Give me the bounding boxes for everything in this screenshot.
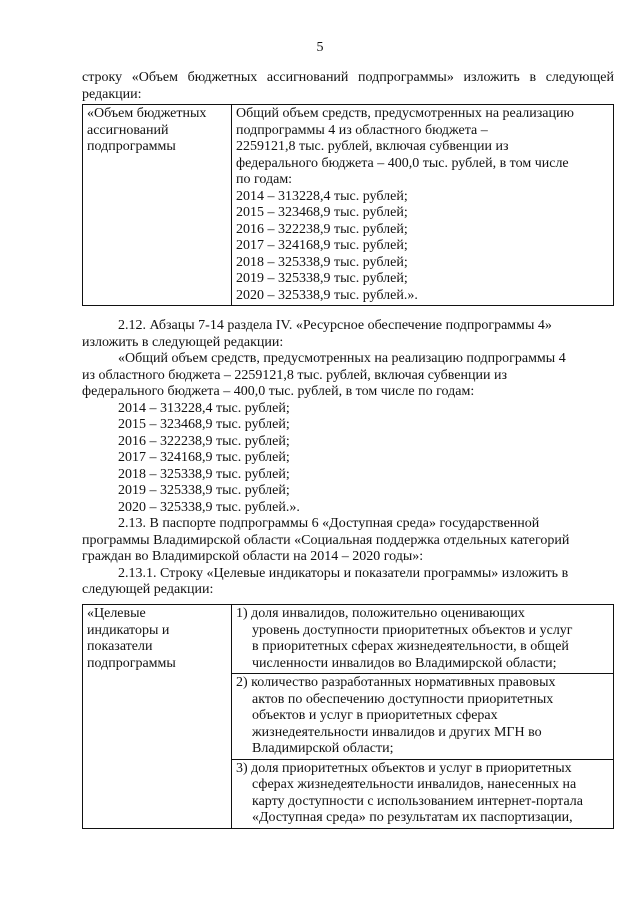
table2-left-line: индикаторы и — [87, 622, 170, 638]
year-line: 2014 – 313228,4 тыс. рублей; — [118, 400, 290, 416]
section-2-13-1-line: следующей редакции: — [82, 582, 214, 597]
indicator-line: 2) количество разработанных нормативных правовых — [236, 675, 556, 690]
table1-year-line: 2019 – 325338,9 тыс. рублей; — [236, 271, 408, 286]
year-line: 2019 – 325338,9 тыс. рублей; — [118, 483, 290, 498]
indicator-line: в приоритетных сферах жизнедеятельности, в общей — [252, 639, 569, 654]
quote-line: федерального бюджета – 400,0 тыс. рублей, в том числе по годам: — [82, 384, 475, 399]
year-line: 2020 – 325338,9 тыс. рублей.». — [118, 499, 300, 515]
table1-right-line: подпрограммы 4 из областного бюджета – — [236, 122, 488, 138]
table1-left-line: «Объем бюджетных — [87, 106, 207, 121]
table1-right-cell — [232, 105, 614, 306]
year-line: 2015 – 323468,9 тыс. рублей; — [118, 417, 290, 432]
indicator-item — [232, 760, 613, 828]
indicator-line: уровень доступности приоритетных объектов и услуг — [252, 622, 573, 638]
indicator-line: карту доступности с использованием интернет-портала — [252, 793, 584, 809]
section-2-13-1-line: 2.13.1. Строку «Целевые индикаторы и показатели программы» изложить в — [118, 565, 569, 581]
table1-year-line: 2020 – 325338,9 тыс. рублей.». — [236, 287, 418, 303]
table1-left-cell — [83, 105, 232, 306]
page-number: 5 — [316, 40, 324, 55]
table1-year-line: 2018 – 325338,9 тыс. рублей; — [236, 254, 408, 270]
table1-right-line: 2259121,8 тыс. рублей, включая субвенции из — [236, 139, 509, 154]
table1-year-line: 2016 – 322238,9 тыс. рублей; — [236, 221, 408, 237]
indicator-line: сферах жизнедеятельности инвалидов, нанесенных на — [252, 777, 577, 792]
table2-left-line: показатели — [87, 639, 153, 654]
section-2-12 — [82, 318, 614, 599]
table1-left-line: ассигнований — [87, 122, 169, 138]
intro-text: строку «Объем бюджетных ассигнований подпрограммы» изложить в следующей редакции: — [82, 70, 614, 102]
table2-left-cell — [83, 605, 232, 829]
section-2-13-line: 2.13. В паспорте подпрограммы 6 «Доступная среда» государственной — [118, 516, 540, 531]
table2-left-line: «Целевые — [87, 606, 146, 621]
budget-table — [82, 104, 614, 306]
quote-line: «Общий объем средств, предусмотренных на реализацию подпрограммы 4 — [118, 351, 566, 366]
section-2-12-line: 2.12. Абзацы 7-14 раздела IV. «Ресурсное обеспечение подпрограммы 4» — [118, 318, 552, 333]
year-line: 2017 – 324168,9 тыс. рублей; — [118, 450, 290, 465]
indicator-line: Владимирской области; — [252, 741, 394, 756]
section-2-13-line: программы Владимирской области «Социальная поддержка отдельных категорий — [82, 532, 570, 548]
table1-year-line: 2015 – 323468,9 тыс. рублей; — [236, 205, 408, 220]
table1-right-line: федерального бюджета – 400,0 тыс. рублей, в том числе — [236, 155, 569, 171]
table1-left-line: подпрограммы — [87, 139, 176, 154]
year-line: 2016 – 322238,9 тыс. рублей; — [118, 433, 290, 449]
table1-year-line: 2014 – 313228,4 тыс. рублей; — [236, 188, 408, 204]
indicator-line: «Доступная среда» по результатам их паспортизации, — [252, 810, 573, 825]
indicator-line: 3) доля приоритетных объектов и услуг в приоритетных — [236, 760, 572, 776]
table1-year-line: 2017 – 324168,9 тыс. рублей; — [236, 238, 408, 253]
indicator-line: жизнедеятельности инвалидов и других МГН во — [252, 724, 542, 740]
indicator-item — [232, 674, 613, 760]
indicators-table-grid — [82, 604, 614, 829]
table2-right-cell — [232, 605, 614, 829]
indicator-line: объектов и услуг в приоритетных сферах — [252, 708, 498, 723]
table-row — [83, 105, 614, 306]
budget-table-grid — [82, 104, 614, 306]
section-2-13-line: граждан во Владимирской области на 2014 – 2020 годы»: — [82, 549, 424, 564]
indicators-table — [82, 604, 614, 829]
table2-left-line: подпрограммы — [87, 655, 176, 671]
intro-paragraph — [82, 70, 614, 103]
year-line: 2018 – 325338,9 тыс. рублей; — [118, 466, 290, 482]
indicator-line: 1) доля инвалидов, положительно оценивающих — [236, 606, 525, 621]
indicator-item — [232, 605, 613, 674]
section-2-12-line: изложить в следующей редакции: — [82, 334, 284, 350]
table-row — [83, 605, 614, 829]
table1-right-line: по годам: — [236, 172, 293, 187]
quote-line: из областного бюджета – 2259121,8 тыс. рублей, включая субвенции из — [82, 367, 507, 383]
indicator-line: численности инвалидов во Владимирской области; — [252, 655, 557, 671]
indicator-line: актов по обеспечению доступности приоритетных — [252, 691, 554, 707]
table1-right-line: Общий объем средств, предусмотренных на реализацию — [236, 106, 574, 121]
